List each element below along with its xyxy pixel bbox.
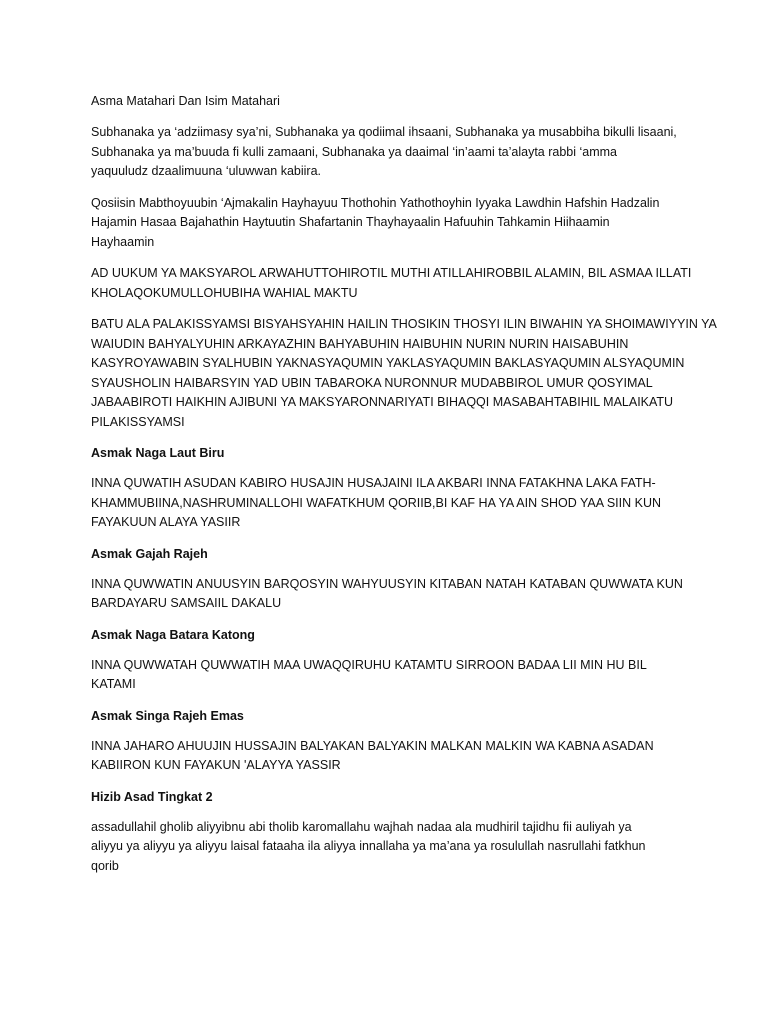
document-title: Asma Matahari Dan Isim Matahari (91, 94, 280, 108)
paragraph-line: JABAABIROTI HAIKHIN AJIBUNI YA MAKSYARONNARIYATI BIHAQQI MASABAHTABIHIL MALAIKATU (91, 395, 674, 409)
paragraph-line: assadullahil gholib aliyyibnu abi tholib karomallahu wajhah nadaa ala mudhiril tajidhu fii auliyah ya (91, 819, 632, 834)
paragraph-line: aliyyu ya aliyyu ya aliyyu laisal fataaha ila aliyya innallaha ya ma’ana ya rosulullah nasrullahi fatkhun (91, 839, 646, 853)
paragraph-line: BARDAYARU SAMSAIIL DAKALU (91, 596, 282, 610)
paragraph-line: SYAUSHOLIN HAIBARSYIN YAD UBIN TABAROKA NURONNUR MUDABBIROL UMUR QOSYIMAL (91, 375, 653, 390)
paragraph-line: KHAMMUBIINA,NASHRUMINALLOHI WAFATKHUM QORIIB,BI KAF HA YA AIN SHOD YAA SIIN KUN (91, 495, 662, 510)
paragraph (91, 123, 691, 182)
paragraph-line: INNA JAHARO AHUUJIN HUSSAJIN BALYAKAN BALYAKIN MALKAN MALKIN WA KABNA ASADAN (91, 738, 654, 753)
paragraph (91, 737, 691, 776)
paragraph-line: KATAMI (91, 677, 136, 691)
paragraph-line: INNA QUWATIH ASUDAN KABIRO HUSAJIN HUSAJAINI ILA AKBARI INNA FATAKHNA LAKA FATH- (91, 476, 656, 490)
paragraph (91, 818, 691, 877)
paragraph-line: KABIIRON KUN FAYAKUN 'ALAYYA YASSIR (91, 758, 341, 772)
paragraph-line: KASYROYAWABIN SYALHUBIN YAKNASYAQUMIN YAKLASYAQUMIN BAKLASYAQUMIN ALSYAQUMIN (91, 356, 685, 370)
paragraph (91, 315, 717, 432)
paragraph-line: Qosiisin Mabthoyuubin ‘Ajmakalin Hayhayuu Thothohin Yathothoyhin Iyyaka Lawdhin Hafshin Hadzalin (91, 195, 660, 210)
section-heading: Hizib Asad Tingkat 2 (91, 789, 213, 804)
paragraph-line: PILAKISSYAMSI (91, 414, 185, 429)
paragraph-line: qorib (91, 858, 119, 873)
paragraph-line: WAIUDIN BAHYALYUHIN ARKAYAZHIN BAHYABUHIN HAIBUHIN NURIN NURIN HAISABUHIN (91, 336, 629, 351)
paragraph-line: Hayhaamin (91, 234, 155, 249)
paragraph-line: INNA QUWWATAH QUWWATIH MAA UWAQQIRUHU KATAMTU SIRROON BADAA LII MIN HU BIL (91, 657, 647, 672)
paragraph (91, 474, 691, 533)
paragraph (91, 264, 691, 303)
paragraph-line: KHOLAQOKUMULLOHUBIHA WAHIAL MAKTU (91, 285, 358, 300)
document-body (91, 92, 717, 888)
paragraph-line: AD UUKUM YA MAKSYAROL ARWAHUTTOHIROTIL MUTHI ATILLAHIROBBIL ALAMIN, BIL ASMAA ILLATI (91, 266, 692, 280)
paragraph-line: yaquuludz dzaalimuuna ‘uluwwan kabiira. (91, 164, 321, 178)
paragraph (91, 656, 691, 695)
paragraph (91, 194, 691, 253)
paragraph (91, 575, 691, 614)
paragraph-line: Hajamin Hasaa Bajahathin Haytuutin Shafartanin Thayhayaalin Hafuuhin Tahkamin Hiihaamin (91, 215, 610, 229)
section-heading: Asmak Singa Rajeh Emas (91, 708, 244, 723)
section-heading: Asmak Naga Laut Biru (91, 446, 225, 460)
paragraph-line: FAYAKUUN ALAYA YASIIR (91, 515, 241, 529)
paragraph-line: Subhanaka ya ‘adziimasy sya’ni, Subhanaka ya qodiimal ihsaani, Subhanaka ya musabbiha bikulli lisaani, (91, 125, 677, 139)
paragraph-line: Subhanaka ya ma’buuda fi kulli zamaani, Subhanaka ya daaimal ‘in’aami ta’alayta rabbi ‘amma (91, 144, 617, 159)
section-heading: Asmak Naga Batara Katong (91, 627, 255, 642)
paragraph-line: INNA QUWWATIN ANUUSYIN BARQOSYIN WAHYUUSYIN KITABAN NATAH KATABAN QUWWATA KUN (91, 576, 683, 591)
paragraph-line: BATU ALA PALAKISSYAMSI BISYAHSYAHIN HAILIN THOSIKIN THOSYI ILIN BIWAHIN YA SHOIMAWIYYIN YA (91, 317, 717, 331)
section-heading: Asmak Gajah Rajeh (91, 546, 208, 561)
